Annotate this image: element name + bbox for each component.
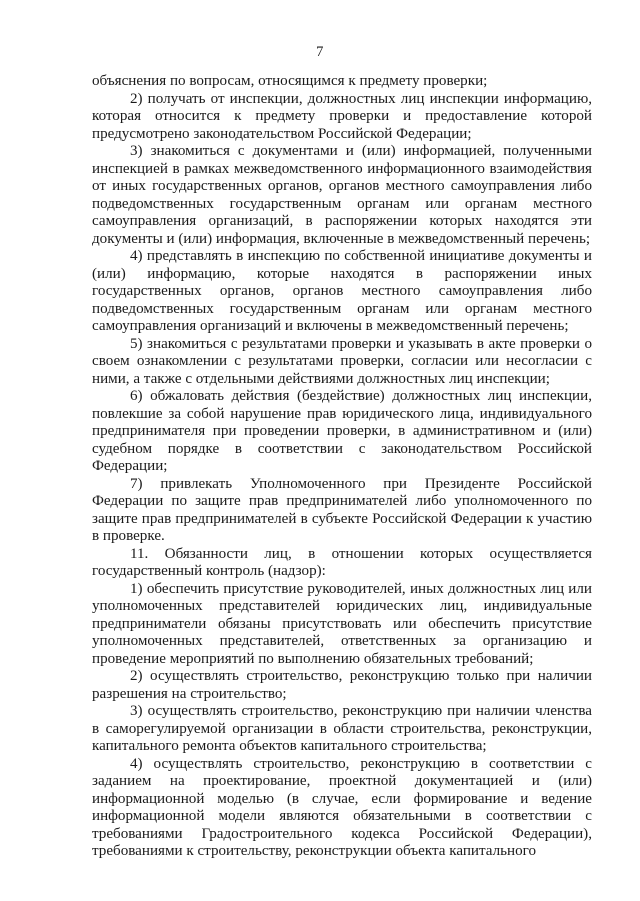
paragraph-right-4: 4) представлять в инспекцию по собственной инициативе документы и (или) информацию, которые находятся в распоряжении иных государственных органов, органов местного самоуправления либо подведомственных государственным органам или органам местного самоуправления организаций и включены в межведомственный перечень; xyxy=(92,248,592,334)
paragraph-section-11-heading: 11. Обязанности лиц, в отношении которых осуществляется государственный контроль (надзор): xyxy=(92,545,592,579)
paragraph-duty-4: 4) осуществлять строительство, реконструкцию в соответствии с заданием на проектирование, проектной документацией и (или) информационной моделью (в случае, если формирование и ведение информационной модели являются обязательными в соответствии с требованиями Градостроительного кодекса Российской Федерации), требованиями к строительству, реконструкции объекта капитального xyxy=(92,755,592,859)
paragraph-right-6: 6) обжаловать действия (бездействие) должностных лиц инспекции, повлекшие за собой нарушение прав юридического лица, индивидуального предпринимателя при проведении проверки, в административном и (или) судебном порядке в соответствии с законодательством Российской Федерации; xyxy=(92,388,592,474)
paragraph-duty-2: 2) осуществлять строительство, реконструкцию только при наличии разрешения на строительство; xyxy=(92,668,592,702)
paragraph-continuation: объяснения по вопросам, относящимся к предмету проверки; xyxy=(92,73,488,89)
paragraph-duty-1: 1) обеспечить присутствие руководителей, иных должностных лиц или уполномоченных представителей юридических лиц, индивидуальные предприниматели обязаны присутствовать или обеспечить присутствие уполномоченных представителей, ответственных за организацию и проведение мероприятий по выполнению обязательных требований; xyxy=(92,580,592,667)
page-number: 7 xyxy=(316,44,324,60)
paragraph-right-7: 7) привлекать Уполномоченного при Президенте Российской Федерации по защите прав предпринимателей либо уполномоченного по защите прав предпринимателей в субъекте Российской Федерации к участию в проверке. xyxy=(92,475,592,544)
paragraph-duty-3: 3) осуществлять строительство, реконструкцию при наличии членства в саморегулируемой организации в области строительства, реконструкции, капитального ремонта объектов капитального строительства; xyxy=(92,703,592,754)
document-body xyxy=(92,73,592,861)
paragraph-right-3: 3) знакомиться с документами и (или) информацией, полученными инспекцией в рамках межведомственного информационного взаимодействия от иных государственных органов, органов местного самоуправления либо подведомственных государственным органам или органам местного самоуправления организаций, в распоряжении которых находятся эти документы и (или) информация, включенные в межведомственный перечень; xyxy=(92,143,592,247)
paragraph-right-5: 5) знакомиться с результатами проверки и указывать в акте проверки о своем ознакомлении с результатами проверки, согласии или несогласии с ними, а также с отдельными действиями должностных лиц инспекции; xyxy=(92,335,592,387)
paragraph-right-2: 2) получать от инспекции, должностных лиц инспекции информацию, которая относится к предмету проверки и предоставление которой предусмотрено законодательством Российской Федерации; xyxy=(92,90,592,142)
